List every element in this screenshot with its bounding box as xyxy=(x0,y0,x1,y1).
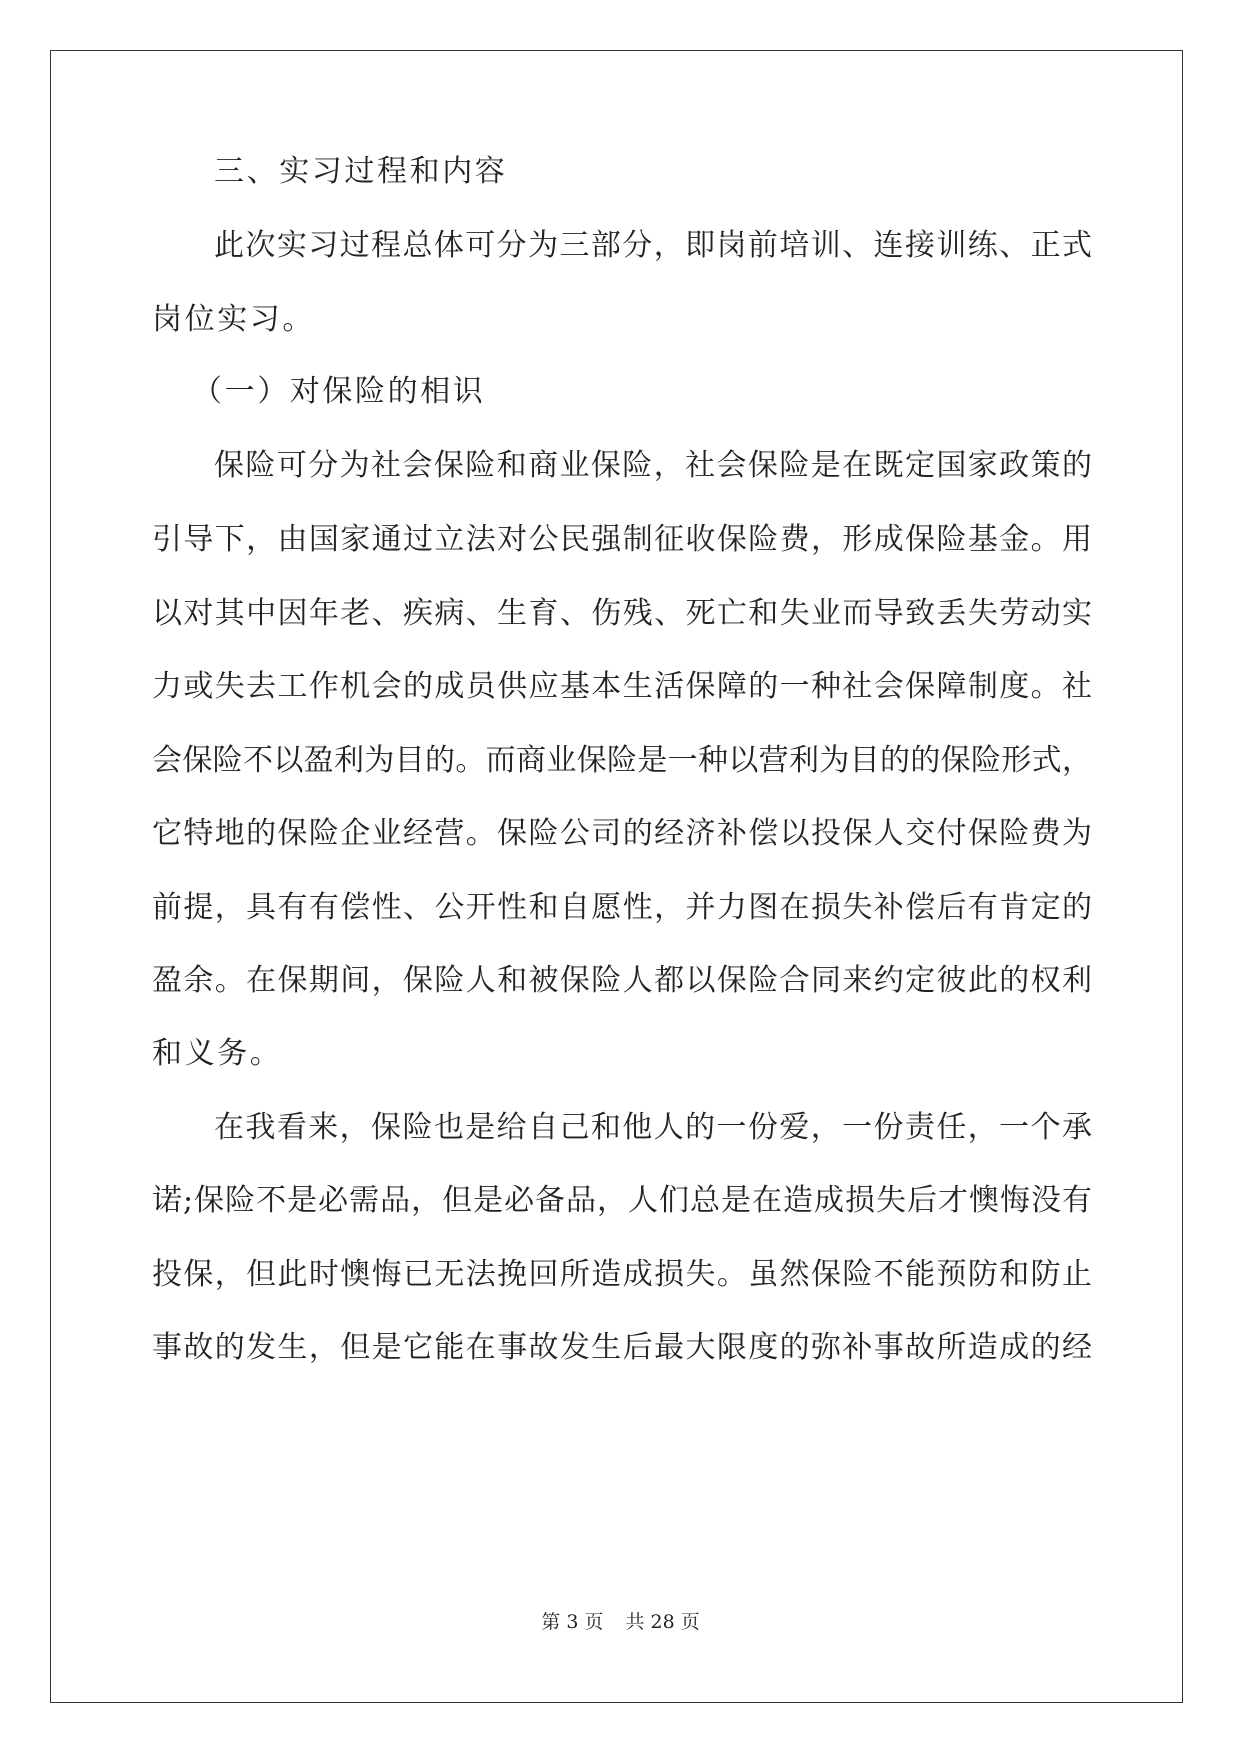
paragraph-line: 以对其中因年老、疾病、生育、伤残、死亡和失业而导致丢失劳动实 xyxy=(152,596,1092,631)
page-total: 共 28 页 xyxy=(625,1611,700,1633)
paragraph-line: 引导下，由国家通过立法对公民强制征收保险费，形成保险基金。用 xyxy=(152,522,1092,557)
section-heading: 三、实习过程和内容 xyxy=(214,154,508,189)
paragraph-line: 力或失去工作机会的成员供应基本生活保障的一种社会保障制度。社 xyxy=(152,669,1092,704)
paragraph-line: 诺;保险不是必需品，但是必备品，人们总是在造成损失后才懊悔没有 xyxy=(152,1183,1092,1218)
paragraph-line: 前提，具有有偿性、公开性和自愿性，并力图在损失补偿后有肯定的 xyxy=(152,890,1092,925)
paragraph-line: 此次实习过程总体可分为三部分，即岗前培训、连接训练、正式 xyxy=(214,228,1092,263)
paragraph-line: 会保险不以盈利为目的。而商业保险是一种以营利为目的的保险形式， xyxy=(152,743,1092,778)
paragraph-line: 投保，但此时懊悔已无法挽回所造成损失。虽然保险不能预防和防止 xyxy=(152,1257,1092,1292)
paragraph-line: 盈余。在保期间，保险人和被保险人都以保险合同来约定彼此的权利 xyxy=(152,963,1092,998)
subsection-heading: （一）对保险的相识 xyxy=(192,374,486,409)
paragraph-line: 岗位实习。 xyxy=(152,302,315,337)
paragraph-line: 它特地的保险企业经营。保险公司的经济补偿以投保人交付保险费为 xyxy=(152,816,1092,851)
page-number: 第 3 页 xyxy=(541,1611,604,1633)
paragraph-line: 事故的发生，但是它能在事故发生后最大限度的弥补事故所造成的经 xyxy=(152,1330,1092,1365)
page-footer xyxy=(0,1610,1241,1634)
page-border xyxy=(50,50,1183,1703)
paragraph-line: 在我看来，保险也是给自己和他人的一份爱，一份责任，一个承 xyxy=(214,1110,1092,1145)
paragraph-line: 和义务。 xyxy=(152,1036,283,1071)
paragraph-line: 保险可分为社会保险和商业保险，社会保险是在既定国家政策的 xyxy=(214,448,1092,483)
